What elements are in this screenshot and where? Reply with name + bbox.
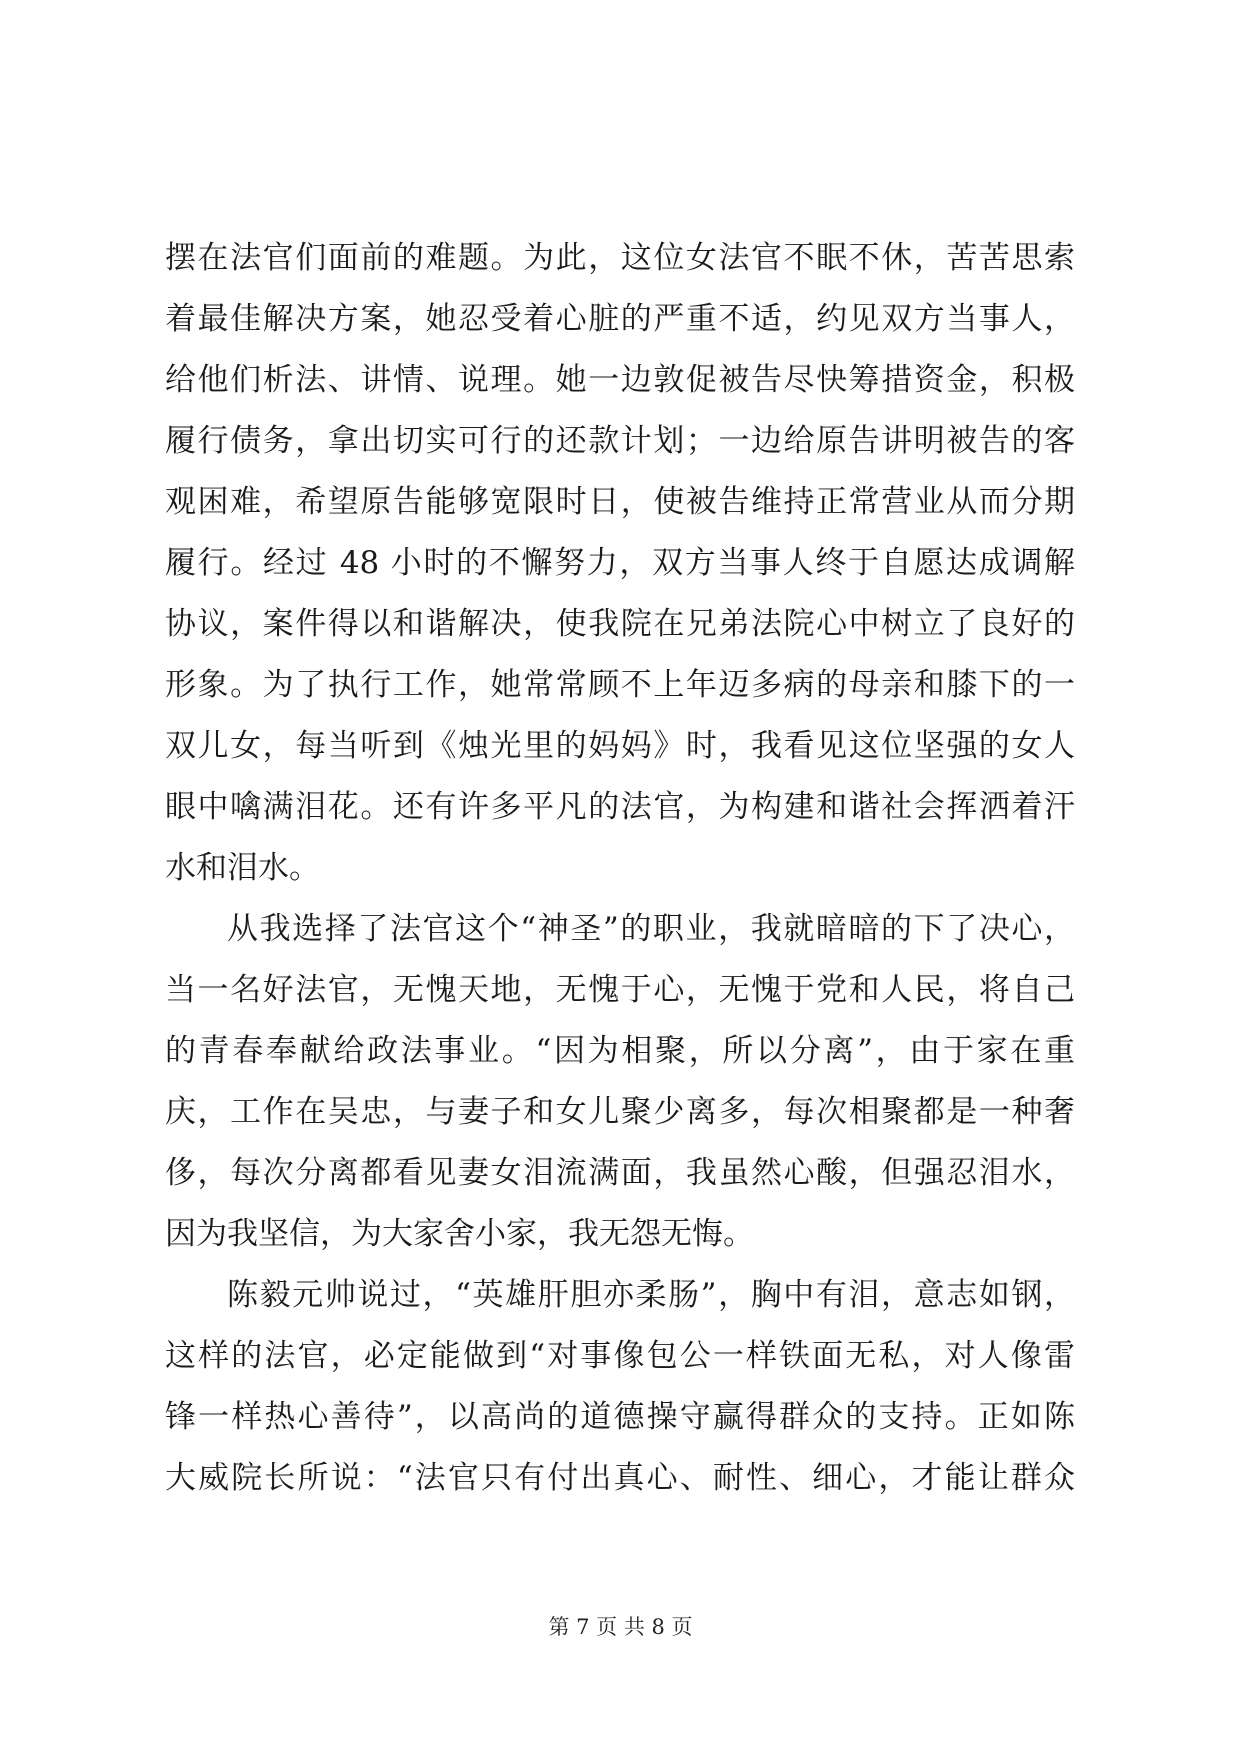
text-line: 陈毅元帅说过，“英雄肝胆亦柔肠”，胸中有泪，意志如钢， xyxy=(227,1277,1075,1313)
text-line: 协议，案件得以和谐解决，使我院在兄弟法院心中树立了良好的 xyxy=(165,606,1075,642)
text-line: 双儿女，每当听到《烛光里的妈妈》时，我看见这位坚强的女人 xyxy=(165,728,1075,764)
text-line: 侈，每次分离都看见妻女泪流满面，我虽然心酸，但强忍泪水， xyxy=(165,1155,1075,1191)
text-line: 当一名好法官，无愧天地，无愧于心，无愧于党和人民，将自己 xyxy=(165,972,1075,1008)
text-line: 因为我坚信，为大家舍小家，我无怨无悔。 xyxy=(165,1216,754,1252)
text-line: 履行债务，拿出切实可行的还款计划；一边给原告讲明被告的客 xyxy=(165,423,1075,459)
text-line: 锋一样热心善待”，以高尚的道德操守赢得群众的支持。正如陈 xyxy=(165,1399,1075,1435)
text-line: 庆，工作在吴忠，与妻子和女儿聚少离多，每次相聚都是一种奢 xyxy=(165,1094,1075,1130)
text-line: 眼中噙满泪花。还有许多平凡的法官，为构建和谐社会挥洒着汗 xyxy=(165,789,1075,825)
text-line: 这样的法官，必定能做到“对事像包公一样铁面无私，对人像雷 xyxy=(165,1338,1075,1374)
text-line: 从我选择了法官这个“神圣”的职业，我就暗暗的下了决心， xyxy=(227,911,1075,947)
text-line: 大威院长所说：“法官只有付出真心、耐性、细心，才能让群众 xyxy=(165,1460,1075,1496)
text-line: 着最佳解决方案，她忍受着心脏的严重不适，约见双方当事人， xyxy=(165,301,1075,337)
text-line: 形象。为了执行工作，她常常顾不上年迈多病的母亲和膝下的一 xyxy=(165,667,1075,703)
document-body xyxy=(165,228,1075,1509)
text-line: 的青春奉献给政法事业。“因为相聚，所以分离”，由于家在重 xyxy=(165,1033,1075,1069)
text-line: 给他们析法、讲情、说理。她一边敦促被告尽快筹措资金，积极 xyxy=(165,362,1075,398)
text-line: 履行。经过 48 小时的不懈努力，双方当事人终于自愿达成调解 xyxy=(165,545,1075,581)
text-line: 观困难，希望原告能够宽限时日，使被告维持正常营业从而分期 xyxy=(165,484,1075,520)
text-line: 水和泪水。 xyxy=(165,850,320,886)
text-line: 摆在法官们面前的难题。为此，这位女法官不眠不休，苦苦思索 xyxy=(165,240,1075,276)
page-number-footer: 第 7 页 共 8 页 xyxy=(548,1615,693,1639)
